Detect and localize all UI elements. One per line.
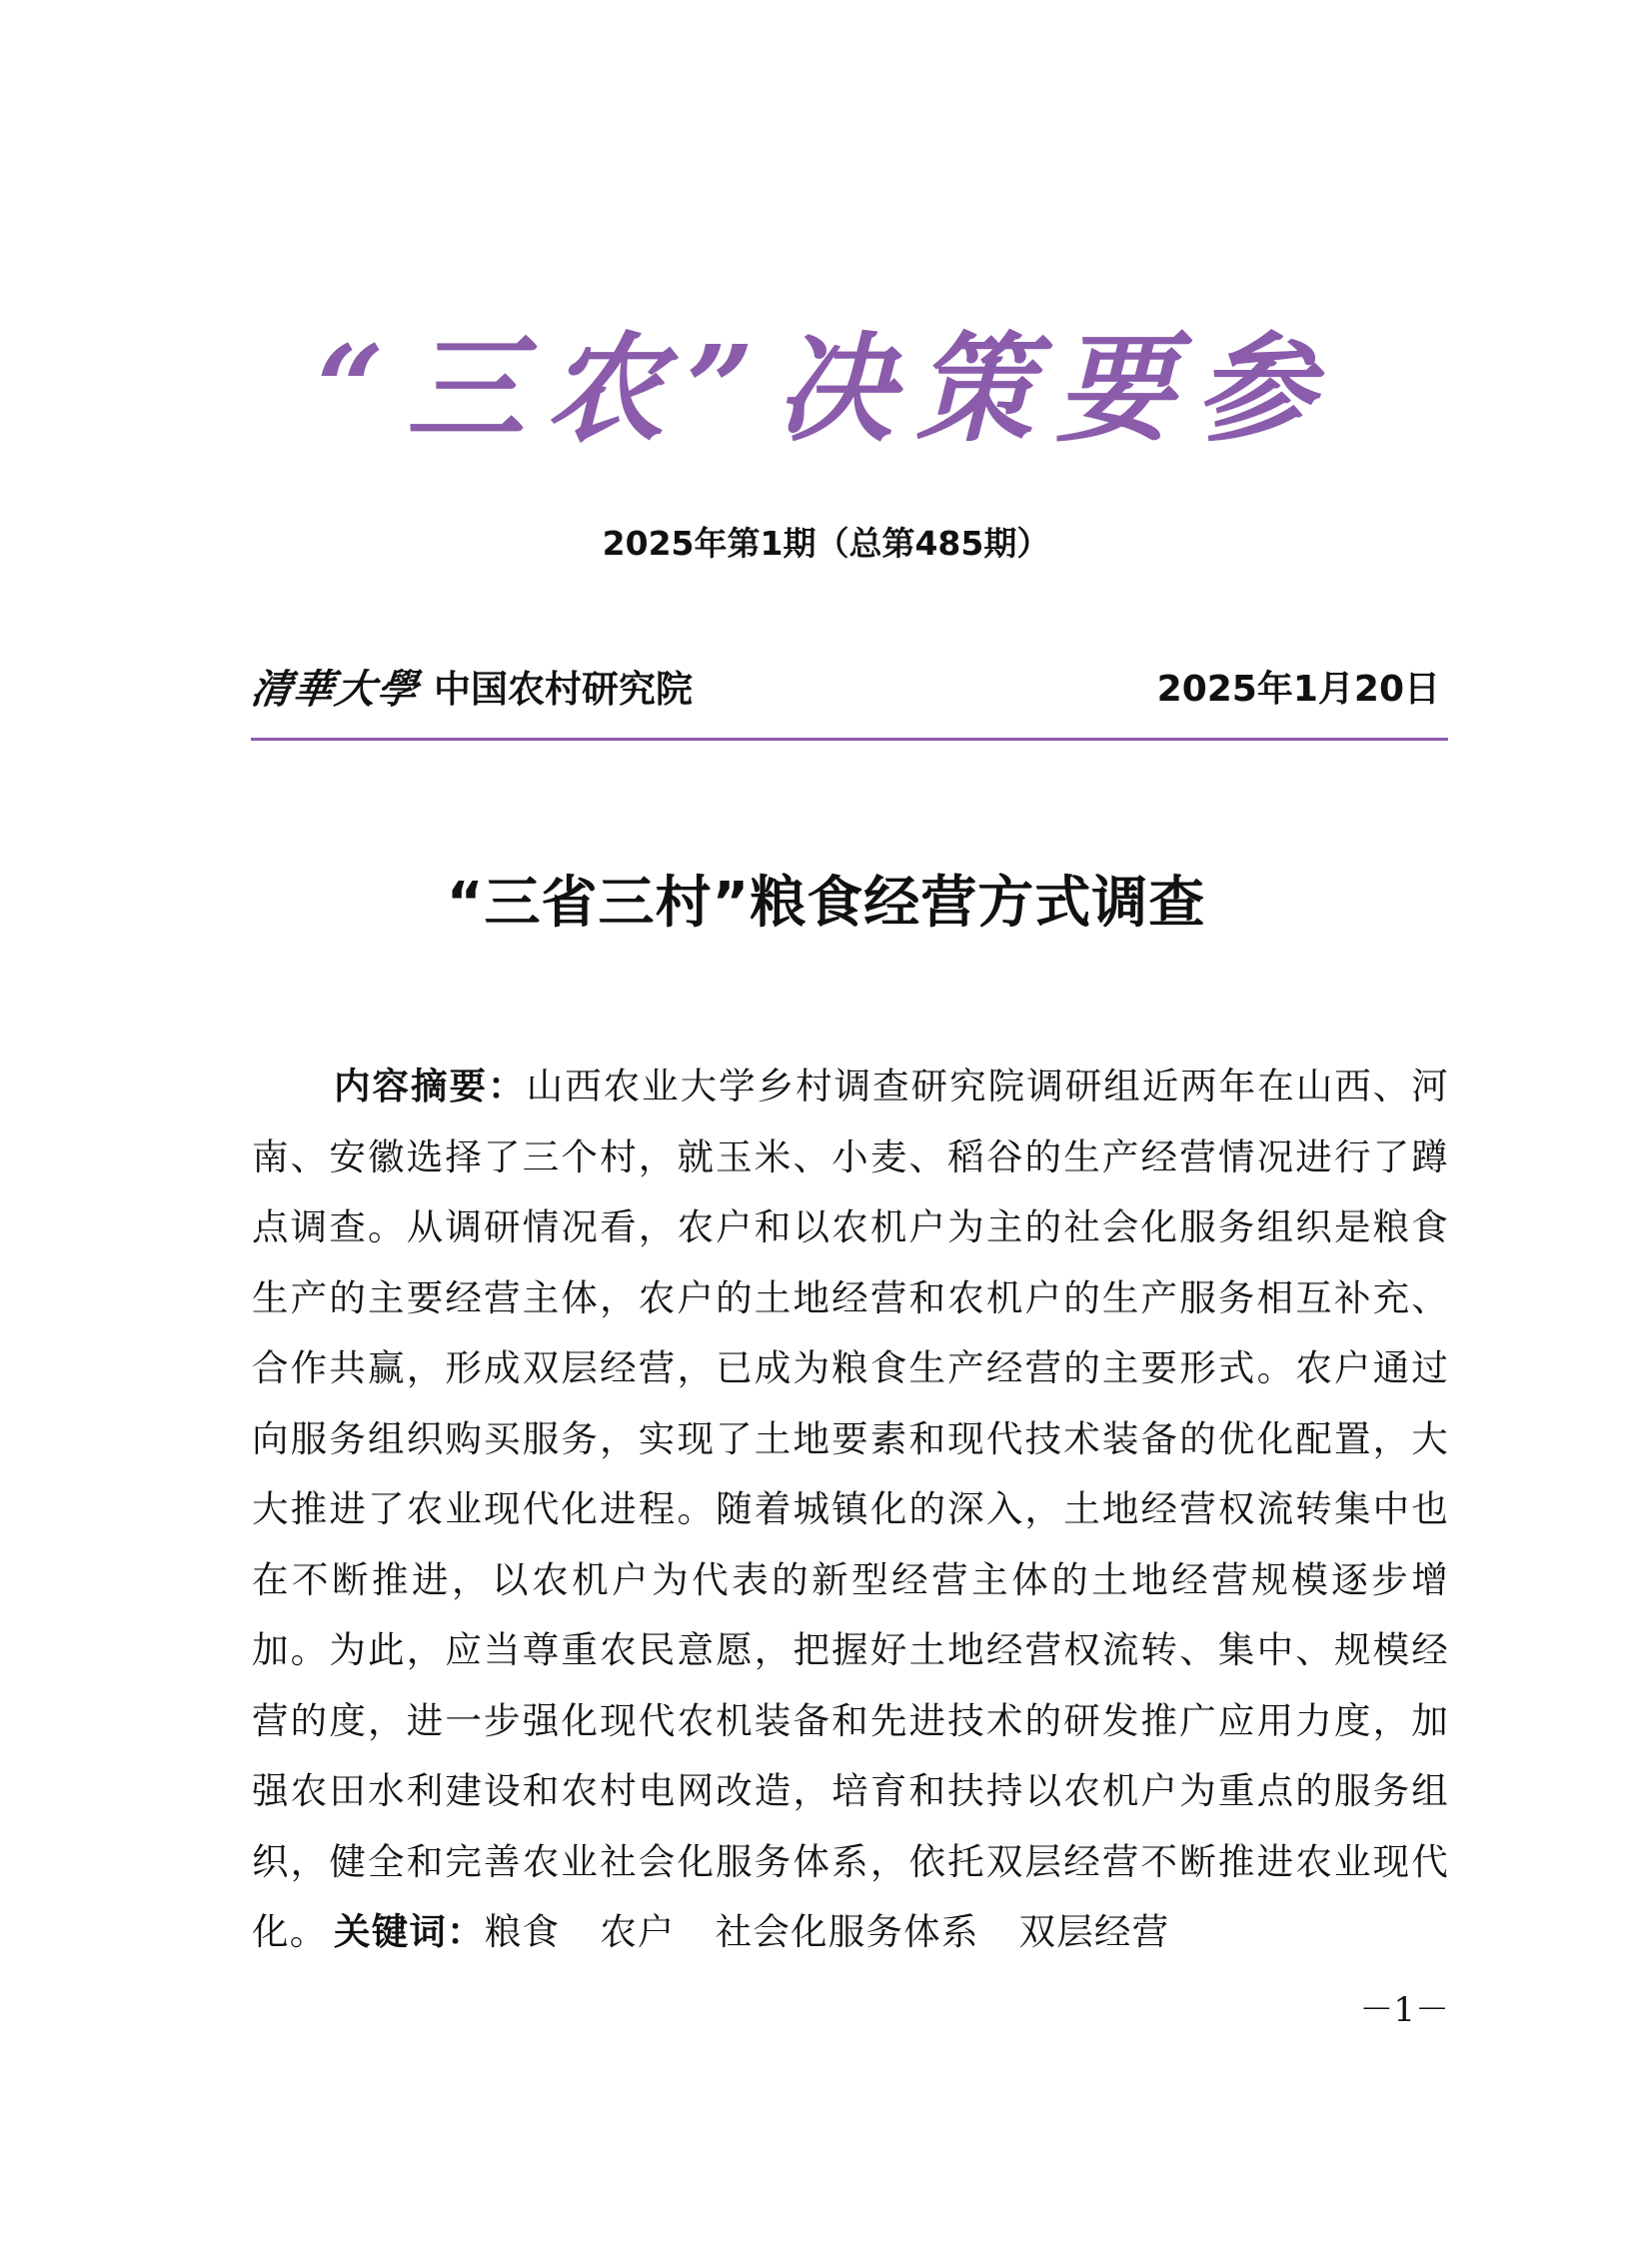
keyword-item: 农户 <box>600 1910 676 1953</box>
abstract-label: 内容摘要： <box>334 1065 527 1108</box>
issue-number: 2025年第1期（总第485期） <box>602 524 1050 563</box>
keyword-item: 粮食 <box>484 1910 561 1953</box>
header-divider <box>251 738 1448 741</box>
keywords-line <box>334 1897 1449 1967</box>
university-logo-text: 清華大學 <box>248 665 423 713</box>
keyword-item: 双层经营 <box>1018 1910 1170 1953</box>
page-number: －1－ <box>1359 1990 1449 2030</box>
keywords-label: 关键词： <box>334 1910 485 1953</box>
institute-name: 中国农村研究院 <box>434 668 693 711</box>
masthead-title: “三农”决策要参 <box>316 319 1336 458</box>
publication-date: 2025年1月20日 <box>1156 668 1440 710</box>
publisher-line <box>248 662 693 713</box>
abstract-paragraph <box>252 1052 1449 1968</box>
article-title: “三省三村”粮食经营方式调查 <box>446 871 1206 936</box>
abstract-text: 山西农业大学乡村调查研究院调研组近两年在山西、河南、安徽选择了三个村，就玉米、小麦、稻谷的生产经营情况进行了蹲点调查。从调研情况看，农户和以农机户为主的社会化服务组织是粮食生产的主要经营主体，农户的土地经营和农机户的生产服务相互补充、合作共赢，形成双层经营，已成为粮食生产经营的主要形式。农户通过向服务组织购买服务，实现了土地要素和现代技术装备的优化配置，大大推进了农业现代化进程。随着城镇化的深入，土地经营权流转集中也在不断推进，以农机户为代表的新型经营主体的土地经营规模逐步增加。为此，应当尊重农民意愿，把握好土地经营权流转、集中、规模经营的度，进一步强化现代农机装备和先进技术的研发推广应用力度，加强农田水利建设和农村电网改造，培育和扶持以农机户为重点的服务组织，健全和完善农业社会化服务体系，依托双层经营不断推进农业现代化。 <box>252 1065 1449 1953</box>
keyword-item: 社会化服务体系 <box>715 1910 979 1953</box>
